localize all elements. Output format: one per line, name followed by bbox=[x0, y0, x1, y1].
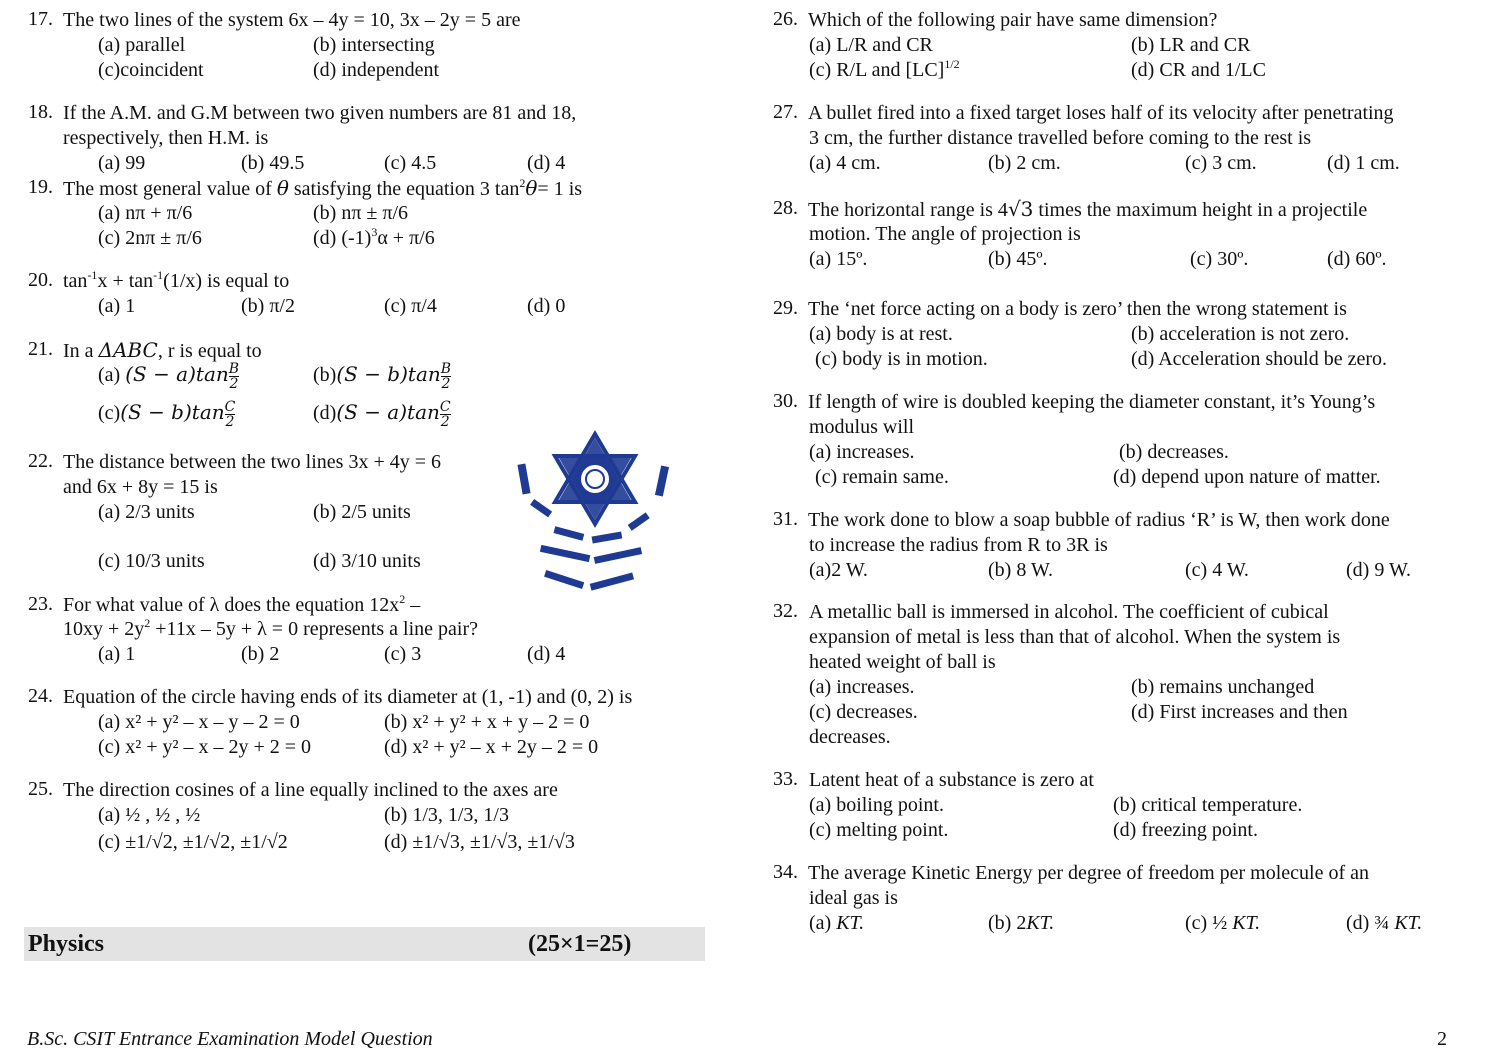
question-number: 29. bbox=[773, 297, 798, 319]
option-a bbox=[98, 362, 239, 391]
option-b: (b) remains unchanged bbox=[1131, 676, 1315, 698]
option-a: (a) boiling point. bbox=[809, 794, 944, 816]
question-text bbox=[63, 176, 582, 201]
math-expr: (S − b)tan bbox=[336, 362, 441, 387]
question-text bbox=[63, 269, 289, 293]
text-segment: The horizontal range is 4 bbox=[808, 199, 1008, 221]
question-text: The ‘net force acting on a body is zero’ then the wrong statement is bbox=[808, 298, 1347, 320]
option-b: (b) nπ ± π/6 bbox=[313, 202, 409, 224]
text-segment: , r is equal to bbox=[157, 340, 262, 362]
option-d: (d) Acceleration should be zero. bbox=[1131, 348, 1388, 370]
math-expr: (S − a)tan bbox=[336, 400, 440, 425]
option-d: (d) freezing point. bbox=[1113, 819, 1258, 841]
option-c: (c) 3 bbox=[384, 643, 422, 665]
question-text-line2 bbox=[63, 617, 478, 641]
text-segment: In a bbox=[63, 340, 99, 362]
math-expr: (S − a)tan bbox=[125, 362, 229, 387]
option-label: (d) bbox=[313, 402, 337, 425]
text-segment: satisfying the equation 3 tan bbox=[288, 178, 520, 200]
option-a: (a) 4 cm. bbox=[809, 152, 881, 174]
question-text-line2: ideal gas is bbox=[809, 887, 898, 909]
text-segment: (c) R/L and [LC] bbox=[809, 59, 945, 81]
option-a: (a)2 W. bbox=[809, 559, 868, 581]
option-c: (c) π/4 bbox=[384, 295, 437, 317]
option-d: (d) 3/10 units bbox=[313, 550, 421, 572]
numerator: C bbox=[439, 399, 451, 415]
question-number: 25. bbox=[28, 778, 53, 800]
option-c: (c) ±1/√2, ±1/√2, ±1/√2 bbox=[98, 831, 288, 853]
theta-symbol: θ bbox=[525, 176, 538, 200]
option-a: (a) 1 bbox=[98, 643, 136, 665]
question-text-line2: and 6x + 8y = 15 is bbox=[63, 476, 218, 498]
question-number: 30. bbox=[773, 390, 798, 412]
option-d: (d) independent bbox=[313, 59, 440, 81]
option-label: (b) 2 bbox=[988, 912, 1027, 934]
question-number: 28. bbox=[773, 197, 798, 219]
question-number: 33. bbox=[773, 768, 798, 790]
question-text: Latent heat of a substance is zero at bbox=[809, 769, 1094, 791]
question-number: 19. bbox=[28, 176, 53, 198]
option-label: (a) bbox=[98, 364, 126, 387]
superscript: 2 bbox=[399, 592, 406, 606]
option-a: (a) 1 bbox=[98, 295, 136, 317]
option-c: (c) 3 cm. bbox=[1185, 152, 1257, 174]
option-a: (a) increases. bbox=[809, 441, 915, 463]
option-d bbox=[313, 226, 435, 250]
question-number: 22. bbox=[28, 450, 53, 472]
option-c: (c) x² + y² – x – 2y + 2 = 0 bbox=[98, 736, 312, 758]
option-d: (d) depend upon nature of matter. bbox=[1113, 466, 1381, 488]
option-c: (c) 4.5 bbox=[384, 152, 437, 174]
sqrt-expression: √3 bbox=[1007, 197, 1034, 221]
option-d bbox=[1346, 911, 1422, 935]
option-c bbox=[1185, 911, 1260, 935]
section-marks: (25×1=25) bbox=[528, 931, 632, 957]
option-c bbox=[809, 58, 960, 82]
option-b: (b) critical temperature. bbox=[1113, 794, 1303, 816]
kt-term: KT. bbox=[1026, 912, 1055, 934]
text-segment: The most general value of bbox=[63, 178, 277, 200]
question-text: A metallic ball is immersed in alcohol. The coefficient of cubical bbox=[809, 601, 1329, 623]
option-b: (b) decreases. bbox=[1119, 441, 1229, 463]
denominator: 2 bbox=[229, 376, 239, 392]
fraction bbox=[440, 400, 451, 429]
option-c: (c) 30º. bbox=[1190, 248, 1249, 270]
question-text-line2: respectively, then H.M. is bbox=[63, 127, 269, 149]
option-a: (a) body is at rest. bbox=[809, 323, 953, 345]
option-b: (b) x² + y² + x + y – 2 = 0 bbox=[384, 711, 590, 733]
text-segment: (d) (-1) bbox=[313, 227, 372, 249]
option-a: (a) x² + y² – x – y – 2 = 0 bbox=[98, 711, 300, 733]
kt-term: KT. bbox=[836, 912, 865, 934]
option-c: (c) melting point. bbox=[809, 819, 949, 841]
option-a: (a) 15º. bbox=[809, 248, 868, 270]
question-text: Equation of the circle having ends of its diameter at (1, -1) and (0, 2) is bbox=[63, 686, 633, 708]
math-expr: (S − b)tan bbox=[120, 400, 225, 425]
page-number: 2 bbox=[1437, 1028, 1447, 1050]
question-text: A bullet fired into a fixed target loses half of its velocity after penetrating bbox=[808, 102, 1394, 124]
option-b: (b) 2 cm. bbox=[988, 152, 1061, 174]
question-text: The work done to blow a soap bubble of radius ‘R’ is W, then work done bbox=[808, 509, 1390, 531]
option-b: (b) 1/3, 1/3, 1/3 bbox=[384, 804, 509, 826]
text-segment: times the maximum height in a projectile bbox=[1033, 199, 1368, 221]
option-a bbox=[809, 911, 864, 935]
fraction bbox=[229, 362, 239, 391]
question-text bbox=[808, 197, 1367, 222]
superscript: 3 bbox=[371, 225, 378, 239]
option-b: (b) 2/5 units bbox=[313, 501, 411, 523]
text-segment: – bbox=[405, 594, 421, 616]
numerator: B bbox=[440, 361, 452, 377]
option-a: (a) ½ , ½ , ½ bbox=[98, 804, 201, 826]
footer-title: B.Sc. CSIT Entrance Examination Model Question bbox=[27, 1028, 433, 1050]
superscript: 2 bbox=[519, 176, 526, 190]
option-b: (b) 49.5 bbox=[241, 152, 305, 174]
option-b: (b) 2 bbox=[241, 643, 280, 665]
option-b: (b) intersecting bbox=[313, 34, 435, 56]
option-d-continued: decreases. bbox=[809, 726, 891, 748]
question-text: The distance between the two lines 3x + 4y = 6 bbox=[63, 451, 442, 473]
option-b: (b) LR and CR bbox=[1131, 34, 1251, 56]
institute-seal-logo bbox=[510, 428, 700, 608]
option-c bbox=[98, 400, 235, 429]
option-a: (a) 2/3 units bbox=[98, 501, 195, 523]
question-text: The two lines of the system 6x – 4y = 10, 3x – 2y = 5 are bbox=[63, 9, 521, 31]
option-c: (c) 2nπ ± π/6 bbox=[98, 227, 202, 249]
question-number: 20. bbox=[28, 269, 53, 291]
fraction bbox=[441, 362, 451, 391]
question-text: The direction cosines of a line equally inclined to the axes are bbox=[63, 779, 558, 801]
question-number: 31. bbox=[773, 508, 798, 530]
option-a: (a) 99 bbox=[98, 152, 146, 174]
option-a: (a) L/R and CR bbox=[809, 34, 933, 56]
option-d: (d) 4 bbox=[527, 152, 566, 174]
text-segment: For what value of λ does the equation 12x bbox=[63, 594, 400, 616]
text-segment: +11x – 5y + λ = 0 represents a line pair? bbox=[150, 618, 478, 640]
question-text-line3: heated weight of ball is bbox=[809, 651, 996, 673]
option-label: (a) bbox=[809, 912, 837, 934]
question-number: 18. bbox=[28, 101, 53, 123]
question-text bbox=[63, 593, 420, 617]
question-text-line2: to increase the radius from R to 3R is bbox=[809, 534, 1108, 556]
triangle-abc: ΔABC bbox=[98, 338, 158, 362]
option-c: (c)coincident bbox=[98, 59, 204, 81]
question-number: 23. bbox=[28, 593, 53, 615]
option-d: (d) First increases and then bbox=[1131, 701, 1348, 723]
text-segment: (1/x) is equal to bbox=[163, 270, 290, 292]
option-a: (a) parallel bbox=[98, 34, 186, 56]
superscript: -1 bbox=[153, 268, 164, 282]
question-text bbox=[63, 338, 262, 363]
text-segment: tan bbox=[63, 270, 88, 292]
question-number: 26. bbox=[773, 8, 798, 30]
option-d: (d) 60º. bbox=[1327, 248, 1387, 270]
superscript: 1/2 bbox=[944, 57, 960, 71]
text-segment: 10xy + 2y bbox=[63, 618, 145, 640]
question-text-line2: expansion of metal is less than that of alcohol. When the system is bbox=[809, 626, 1341, 648]
question-number: 21. bbox=[28, 338, 53, 360]
question-text: Which of the following pair have same dimension? bbox=[808, 9, 1218, 31]
numerator: C bbox=[224, 399, 236, 415]
option-b: (b) π/2 bbox=[241, 295, 295, 317]
question-number: 34. bbox=[773, 861, 798, 883]
physics-section-header bbox=[24, 927, 705, 961]
option-label: (d) ¾ bbox=[1346, 912, 1395, 934]
option-b: (b) 45º. bbox=[988, 248, 1048, 270]
question-text-line2: modulus will bbox=[809, 416, 915, 438]
text-segment: = 1 is bbox=[537, 178, 583, 200]
question-number: 27. bbox=[773, 101, 798, 123]
text-segment: x + tan bbox=[97, 270, 154, 292]
question-number: 17. bbox=[28, 8, 53, 30]
option-c: (c) 10/3 units bbox=[98, 550, 205, 572]
option-d: (d) 1 cm. bbox=[1327, 152, 1400, 174]
kt-term: KT. bbox=[1394, 912, 1423, 934]
option-c: (c) 4 W. bbox=[1185, 559, 1249, 581]
option-d: (d) 4 bbox=[527, 643, 566, 665]
superscript: 2 bbox=[144, 616, 151, 630]
option-label: (c) bbox=[98, 402, 121, 425]
option-d: (d) x² + y² – x + 2y – 2 = 0 bbox=[384, 736, 599, 758]
option-d: (d) ±1/√3, ±1/√3, ±1/√3 bbox=[384, 831, 575, 853]
denominator: 2 bbox=[441, 376, 451, 392]
question-text-line2: 3 cm, the further distance travelled before coming to the rest is bbox=[809, 127, 1312, 149]
numerator: B bbox=[228, 361, 240, 377]
option-d: (d) 0 bbox=[527, 295, 566, 317]
denominator: 2 bbox=[225, 414, 235, 430]
option-a: (a) nπ + π/6 bbox=[98, 202, 193, 224]
option-d: (d) 9 W. bbox=[1346, 559, 1411, 581]
question-number: 32. bbox=[773, 600, 798, 622]
section-title: Physics bbox=[28, 931, 105, 957]
option-b: (b) 8 W. bbox=[988, 559, 1053, 581]
question-text: If the A.M. and G.M between two given numbers are 81 and 18, bbox=[63, 102, 577, 124]
option-a: (a) increases. bbox=[809, 676, 915, 698]
option-b bbox=[313, 362, 451, 391]
question-text-line2: motion. The angle of projection is bbox=[809, 223, 1081, 245]
question-text: If length of wire is doubled keeping the diameter constant, it’s Young’s bbox=[808, 391, 1376, 413]
option-c: (c) decreases. bbox=[809, 701, 918, 723]
fraction bbox=[225, 400, 236, 429]
option-d: (d) CR and 1/LC bbox=[1131, 59, 1266, 81]
superscript: -1 bbox=[87, 268, 98, 282]
option-label: (c) ½ bbox=[1185, 912, 1233, 934]
theta-symbol: θ bbox=[276, 176, 289, 200]
kt-term: KT. bbox=[1232, 912, 1261, 934]
option-c: (c) body is in motion. bbox=[815, 348, 988, 370]
question-text: The average Kinetic Energy per degree of freedom per molecule of an bbox=[808, 862, 1370, 884]
text-segment: α + π/6 bbox=[377, 227, 435, 249]
option-label: (b) bbox=[313, 364, 337, 387]
denominator: 2 bbox=[440, 414, 450, 430]
option-c: (c) remain same. bbox=[815, 466, 949, 488]
option-b bbox=[988, 911, 1054, 935]
option-d bbox=[313, 400, 451, 429]
option-b: (b) acceleration is not zero. bbox=[1131, 323, 1350, 345]
question-number: 24. bbox=[28, 685, 53, 707]
